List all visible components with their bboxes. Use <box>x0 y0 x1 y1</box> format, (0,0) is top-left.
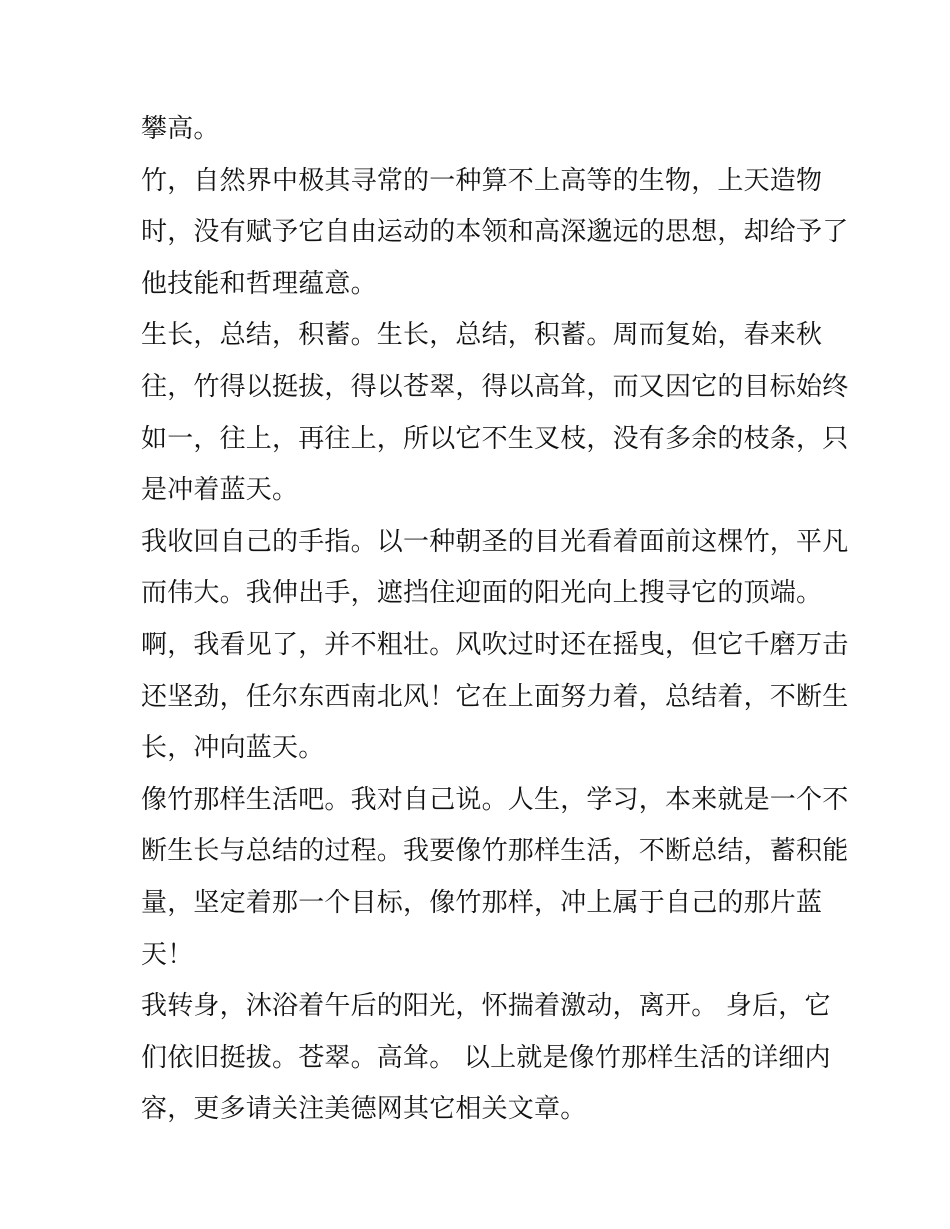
text-line: 是冲着蓝天。 <box>141 475 299 506</box>
text-line: 而伟大。我伸出手，遮挡住迎面的阳光向上搜寻它的顶端。 <box>141 578 823 609</box>
text-line: 容，更多请关注美德网其它相关文章。 <box>141 1094 587 1125</box>
text-line: 天！ <box>141 939 194 970</box>
text-line: 像竹那样生活吧。我对自己说。人生，学习，本来就是一个不 <box>141 784 849 815</box>
text-line: 竹，自然界中极其寻常的一种算不上高等的生物，上天造物 <box>141 165 823 196</box>
text-line: 我转身，沐浴着午后的阳光，怀揣着激动，离开。 身后，它 <box>141 991 831 1022</box>
text-line: 啊，我看见了，并不粗壮。风吹过时还在摇曳，但它千磨万击 <box>141 629 849 660</box>
text-line: 我收回自己的手指。以一种朝圣的目光看着面前这棵竹，平凡 <box>141 526 849 557</box>
text-line: 断生长与总结的过程。我要像竹那样生活，不断总结，蓄积能 <box>141 836 849 867</box>
text-line: 生长，总结，积蓄。生长，总结，积蓄。周而复始，春来秋 <box>141 320 823 351</box>
article-body <box>141 104 849 1136</box>
text-line: 们依旧挺拔。苍翠。高耸。 以上就是像竹那样生活的详细内 <box>141 1042 831 1073</box>
text-line: 如一，往上，再往上，所以它不生叉枝，没有多余的枝条，只 <box>141 423 849 454</box>
text-line: 量，坚定着那一个目标，像竹那样，冲上属于自己的那片蓝 <box>141 887 823 918</box>
text-line: 时，没有赋予它自由运动的本领和高深邈远的思想，却给予了 <box>141 217 849 248</box>
text-line: 他技能和哲理蕴意。 <box>141 268 377 299</box>
text-line: 往，竹得以挺拔，得以苍翠，得以高耸，而又因它的目标始终 <box>141 371 849 402</box>
text-line: 还坚劲，任尔东西南北风！它在上面努力着，总结着，不断生 <box>141 681 849 712</box>
text-line: 长，冲向蓝天。 <box>141 733 325 764</box>
text-line: 攀高。 <box>141 114 220 144</box>
